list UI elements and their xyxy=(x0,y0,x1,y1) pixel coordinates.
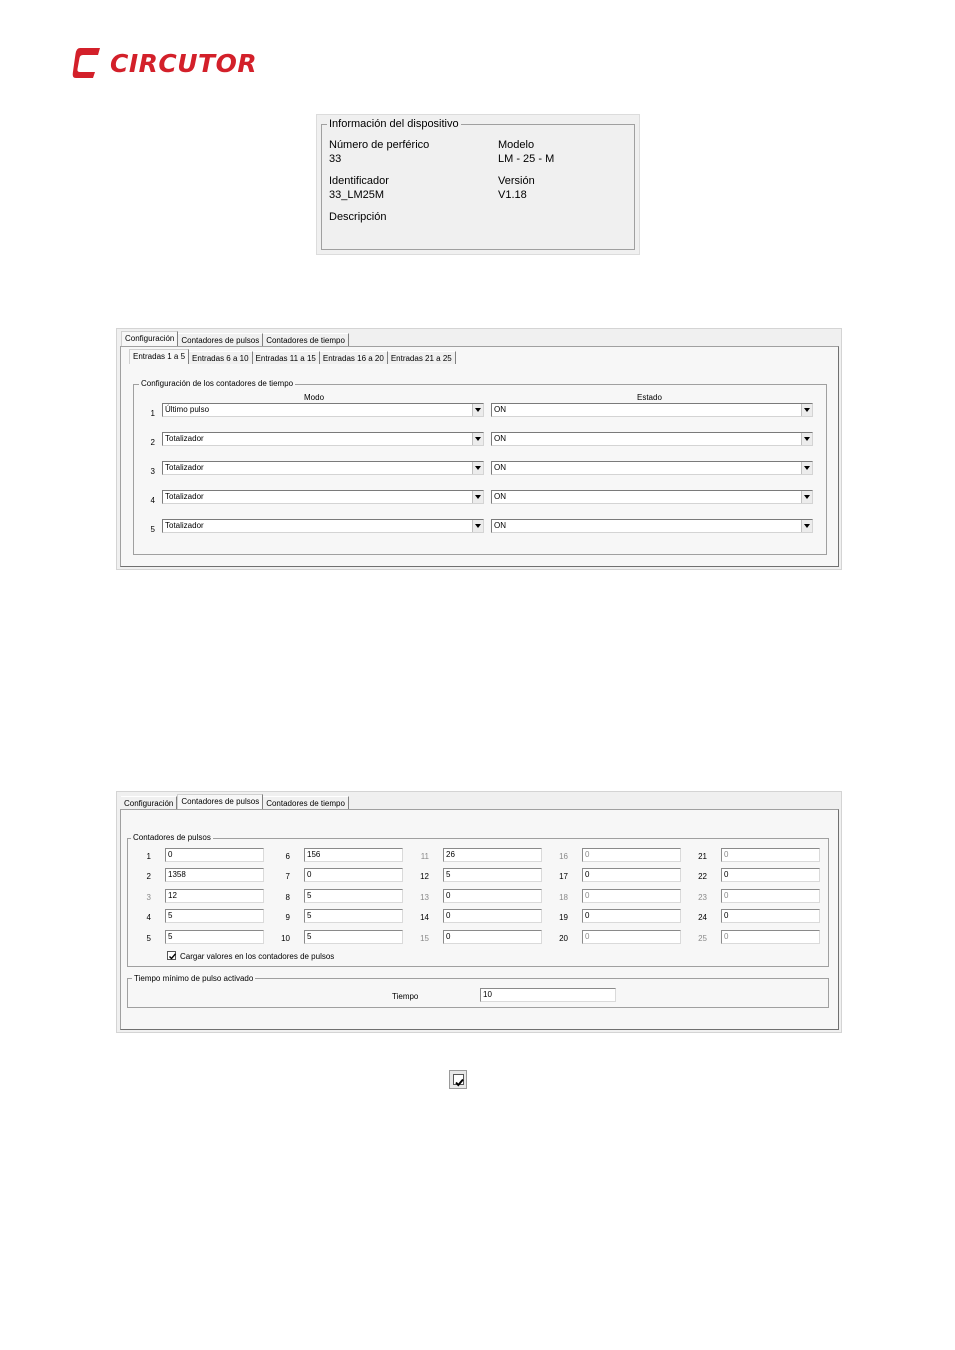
counter-input-8[interactable]: 5 xyxy=(304,889,403,903)
time-counters-config-title: Configuración de los contadores de tiempo xyxy=(141,379,294,388)
counter-input-15[interactable]: 0 xyxy=(443,930,542,944)
device-info-panel xyxy=(316,114,640,255)
counter-input-20[interactable]: 0 xyxy=(582,930,681,944)
counter-input-2[interactable]: 1358 xyxy=(165,868,264,882)
pulse-counters-window xyxy=(116,791,842,1033)
state-select-4[interactable] xyxy=(491,490,813,504)
description-label: Descripción xyxy=(329,211,387,223)
counter-label: 24 xyxy=(698,913,707,922)
state-select-3[interactable] xyxy=(491,461,813,475)
row-number: 5 xyxy=(150,525,155,534)
row-number: 1 xyxy=(150,409,155,418)
counter-input-17[interactable]: 0 xyxy=(582,868,681,882)
state-select-1[interactable] xyxy=(491,403,813,417)
counter-label: 8 xyxy=(285,893,290,902)
state-select-2[interactable] xyxy=(491,432,813,446)
state-select-value: ON xyxy=(494,463,506,472)
input-subtabs xyxy=(129,349,456,364)
peripheral-value: 33 xyxy=(329,153,342,165)
mode-select-value: Último pulso xyxy=(165,405,210,414)
col-mode-header: Modo xyxy=(304,393,325,402)
version-value: V1.18 xyxy=(498,189,527,201)
counter-input-14[interactable]: 0 xyxy=(443,909,542,923)
pulse-counters-title: Contadores de pulsos xyxy=(133,833,211,842)
time-input[interactable]: 10 xyxy=(480,988,616,1002)
tab-contadores-tiempo[interactable]: Contadores de tiempo xyxy=(263,333,349,346)
subtab-entradas-21-25[interactable]: Entradas 21 a 25 xyxy=(388,351,456,364)
counter-label: 14 xyxy=(420,913,429,922)
state-select-value: ON xyxy=(494,521,506,530)
mode-select-3[interactable] xyxy=(162,461,484,475)
mode-select-5[interactable] xyxy=(162,519,484,533)
counter-label: 25 xyxy=(698,934,707,943)
counter-input-18[interactable]: 0 xyxy=(582,889,681,903)
model-value: LM - 25 - M xyxy=(498,153,555,165)
counter-label: 15 xyxy=(420,934,429,943)
counter-label: 10 xyxy=(281,934,290,943)
counter-label: 21 xyxy=(698,852,707,861)
counter-label: 9 xyxy=(285,913,290,922)
subtab-entradas-1-5[interactable]: Entradas 1 a 5 xyxy=(129,349,189,364)
counter-input-9[interactable]: 5 xyxy=(304,909,403,923)
counter-label: 19 xyxy=(559,913,568,922)
counter-input-10[interactable]: 5 xyxy=(304,930,403,944)
check-icon xyxy=(168,952,177,961)
min-pulse-time-title: Tiempo mínimo de pulso activado xyxy=(134,974,254,983)
row-number: 2 xyxy=(150,438,155,447)
peripheral-label: Número de perférico xyxy=(329,139,430,151)
mode-select-1[interactable] xyxy=(162,403,484,417)
counter-label: 23 xyxy=(698,893,707,902)
counter-input-12[interactable]: 5 xyxy=(443,868,542,882)
time-counters-window xyxy=(116,328,842,570)
counter-label: 11 xyxy=(420,852,429,861)
chevron-down-icon[interactable] xyxy=(801,462,812,474)
row-number: 3 xyxy=(150,467,155,476)
identifier-value: 33_LM25M xyxy=(329,189,385,201)
counter-label: 7 xyxy=(285,872,290,881)
chevron-down-icon[interactable] xyxy=(801,404,812,416)
mode-select-value: Totalizador xyxy=(165,521,204,530)
brand-name: CIRCUTOR xyxy=(110,48,258,78)
circutor-logo xyxy=(72,46,257,80)
chevron-down-icon[interactable] xyxy=(472,491,483,503)
counter-label: 13 xyxy=(420,893,429,902)
chevron-down-icon[interactable] xyxy=(472,433,483,445)
counter-input-13[interactable]: 0 xyxy=(443,889,542,903)
subtab-entradas-6-10[interactable]: Entradas 6 a 10 xyxy=(189,351,252,364)
counter-label: 17 xyxy=(559,872,568,881)
counter-input-5[interactable]: 5 xyxy=(165,930,264,944)
mode-select-value: Totalizador xyxy=(165,434,204,443)
main-tabs xyxy=(121,794,349,809)
chevron-down-icon[interactable] xyxy=(801,520,812,532)
counter-label: 2 xyxy=(146,872,151,881)
counter-input-3[interactable]: 12 xyxy=(165,889,264,903)
counter-label: 20 xyxy=(559,934,568,943)
counter-input-1[interactable]: 0 xyxy=(165,848,264,862)
checked-checkbox-icon xyxy=(449,1070,467,1089)
identifier-label: Identificador xyxy=(329,175,389,187)
chevron-down-icon[interactable] xyxy=(472,520,483,532)
counter-label: 22 xyxy=(698,872,707,881)
tab-contadores-pulsos[interactable]: Contadores de pulsos xyxy=(178,333,263,346)
counter-input-16[interactable]: 0 xyxy=(582,848,681,862)
counter-label: 12 xyxy=(420,872,429,881)
version-label: Versión xyxy=(498,175,535,187)
counter-input-23[interactable]: 0 xyxy=(721,889,820,903)
counter-input-7[interactable]: 0 xyxy=(304,868,403,882)
load-values-label: Cargar valores en los contadores de pulsos xyxy=(180,952,335,961)
counter-input-24[interactable]: 0 xyxy=(721,909,820,923)
circutor-logo-icon xyxy=(72,46,104,80)
counter-input-4[interactable]: 5 xyxy=(165,909,264,923)
state-select-5[interactable] xyxy=(491,519,813,533)
counter-input-6[interactable]: 156 xyxy=(304,848,403,862)
mode-select-value: Totalizador xyxy=(165,492,204,501)
tab-contadores-tiempo[interactable]: Contadores de tiempo xyxy=(263,796,349,809)
chevron-down-icon[interactable] xyxy=(472,462,483,474)
mode-select-2[interactable] xyxy=(162,432,484,446)
main-tabs xyxy=(121,331,349,346)
col-state-header: Estado xyxy=(637,393,662,402)
load-values-checkbox[interactable] xyxy=(167,951,176,960)
chevron-down-icon[interactable] xyxy=(801,491,812,503)
mode-select-value: Totalizador xyxy=(165,463,204,472)
device-info-title: Información del dispositivo xyxy=(329,118,459,130)
chevron-down-icon[interactable] xyxy=(801,433,812,445)
chevron-down-icon[interactable] xyxy=(472,404,483,416)
pulse-counters-tab-body xyxy=(120,809,839,1030)
counter-label: 1 xyxy=(146,852,151,861)
configuration-tab-body xyxy=(120,346,839,567)
row-number: 4 xyxy=(150,496,155,505)
counter-label: 18 xyxy=(559,893,568,902)
counter-input-25[interactable]: 0 xyxy=(721,930,820,944)
counter-label: 6 xyxy=(285,852,290,861)
counter-input-19[interactable]: 0 xyxy=(582,909,681,923)
tab-configuracion[interactable]: Configuración xyxy=(121,796,177,809)
counter-input-21[interactable]: 0 xyxy=(721,848,820,862)
counter-input-11[interactable]: 26 xyxy=(443,848,542,862)
subtab-entradas-16-20[interactable]: Entradas 16 a 20 xyxy=(320,351,388,364)
tab-contadores-pulsos[interactable]: Contadores de pulsos xyxy=(177,794,263,809)
counter-label: 16 xyxy=(559,852,568,861)
tab-configuracion[interactable]: Configuración xyxy=(121,331,178,346)
check-icon xyxy=(454,1077,465,1088)
subtab-entradas-11-15[interactable]: Entradas 11 a 15 xyxy=(253,351,320,364)
state-select-value: ON xyxy=(494,434,506,443)
time-label: Tiempo xyxy=(392,992,419,1001)
counter-label: 3 xyxy=(146,893,151,902)
state-select-value: ON xyxy=(494,405,506,414)
state-select-value: ON xyxy=(494,492,506,501)
counter-label: 5 xyxy=(146,934,151,943)
counter-label: 4 xyxy=(146,913,151,922)
mode-select-4[interactable] xyxy=(162,490,484,504)
counter-input-22[interactable]: 0 xyxy=(721,868,820,882)
model-label: Modelo xyxy=(498,139,535,151)
